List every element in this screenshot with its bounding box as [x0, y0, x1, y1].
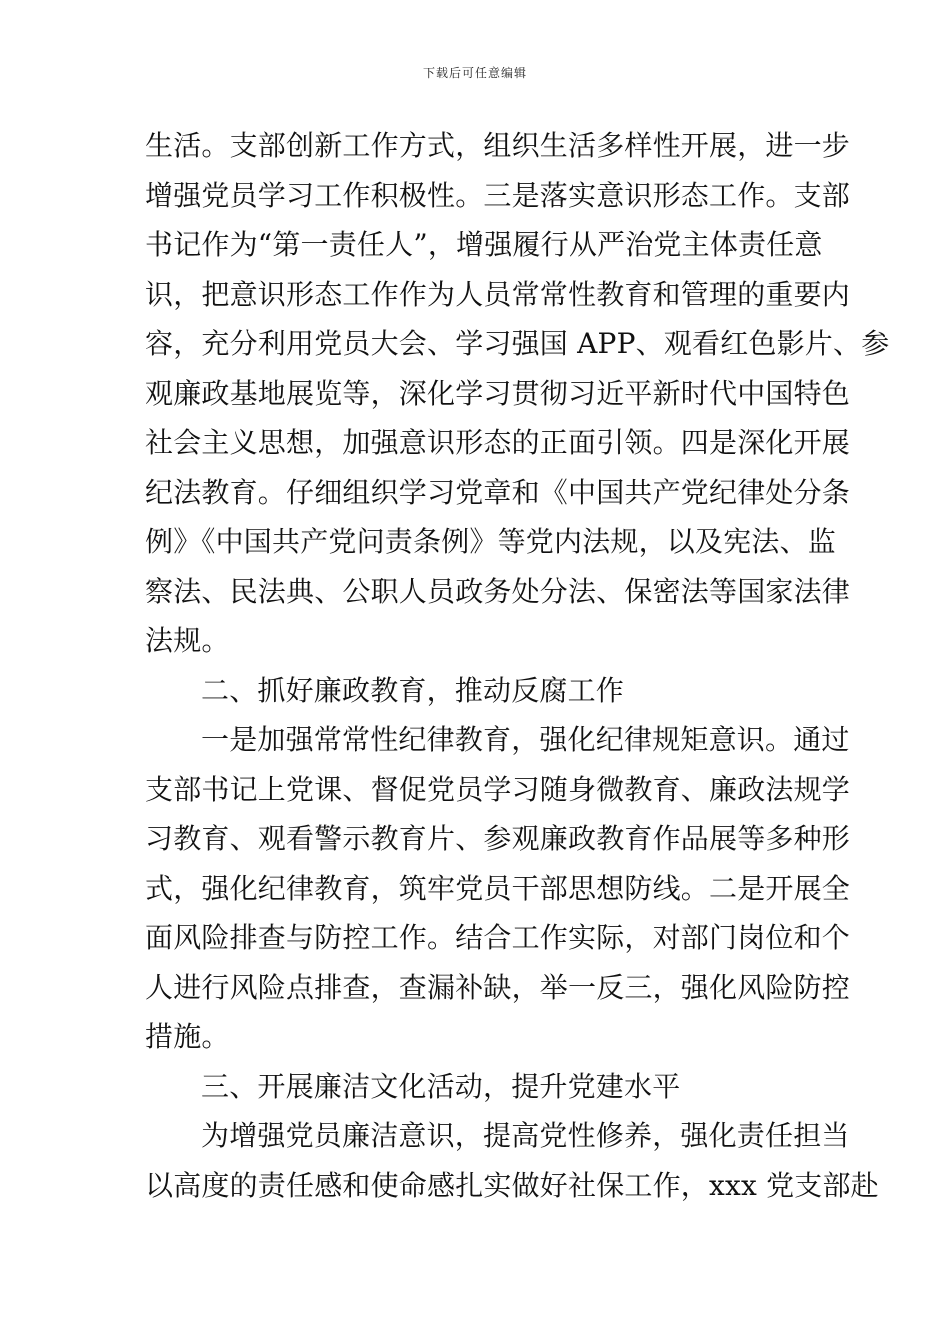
page-header: 下载后可任意编辑: [422, 66, 527, 80]
paragraph-2: [145, 715, 851, 1062]
text-line: 人进行风险点排查，查漏补缺，举一反三，强化风险防控: [145, 970, 851, 1004]
text-line: 式，强化纪律教育，筑牢党员干部思想防线。二是开展全: [145, 871, 851, 905]
text-line: 识，把意识形态工作作为人员常常性教育和管理的重要内: [145, 277, 851, 311]
text-line: 增强党员学习工作积极性。三是落实意识形态工作。支部: [145, 178, 851, 212]
text-line: 例》《中国共产党问责条例》等党内法规，以及宪法、监: [145, 525, 837, 558]
text-line: 为增强党员廉洁意识，提高党性修养，强化责任担当: [201, 1119, 850, 1152]
text-line: 社会主义思想，加强意识形态的正面引领。四是深化开展: [145, 426, 851, 459]
text-line: 纪法教育。仔细组织学习党章和《中国共产党纪律处分条: [145, 475, 851, 509]
text-line: 容，充分利用党员大会、学习强国 APP、观看红色影片、参: [145, 327, 890, 360]
text-line: 以高度的责任感和使命感扎实做好社保工作，xxx 党支部赴: [145, 1168, 879, 1202]
text-line: 支部书记上党课、督促党员学习随身微教育、廉政法规学: [145, 772, 851, 806]
text-line: 措施。: [145, 1020, 230, 1053]
paragraph-1: [145, 121, 890, 666]
text-line: 生活。支部创新工作方式，组织生活多样性开展，进一步: [145, 129, 851, 162]
section-heading-3: [145, 1062, 805, 1112]
text-line: 面风险排查与防控工作。结合工作实际，对部门岗位和个: [145, 921, 851, 954]
text-line: 书记作为“第一责任人”，增强履行从严治党主体责任意: [145, 228, 823, 261]
text-line: 法规。: [145, 624, 230, 657]
section-heading-2: [145, 666, 805, 716]
text-line: 习教育、观看警示教育片、参观廉政教育作品展等多种形: [145, 822, 851, 855]
document-body: [145, 121, 890, 1210]
text-line: 观廉政基地展览等，深化学习贯彻习近平新时代中国特色: [145, 376, 851, 410]
section-heading-text: 三、开展廉洁文化活动，提升党建水平: [201, 1069, 681, 1103]
section-heading-text: 二、抓好廉政教育，推动反腐工作: [201, 673, 625, 707]
paragraph-3: [145, 1111, 879, 1210]
text-line: 一是加强常常性纪律教育，强化纪律规矩意识。通过: [201, 723, 850, 756]
text-line: 察法、民法典、公职人员政务处分法、保密法等国家法律: [145, 574, 851, 608]
